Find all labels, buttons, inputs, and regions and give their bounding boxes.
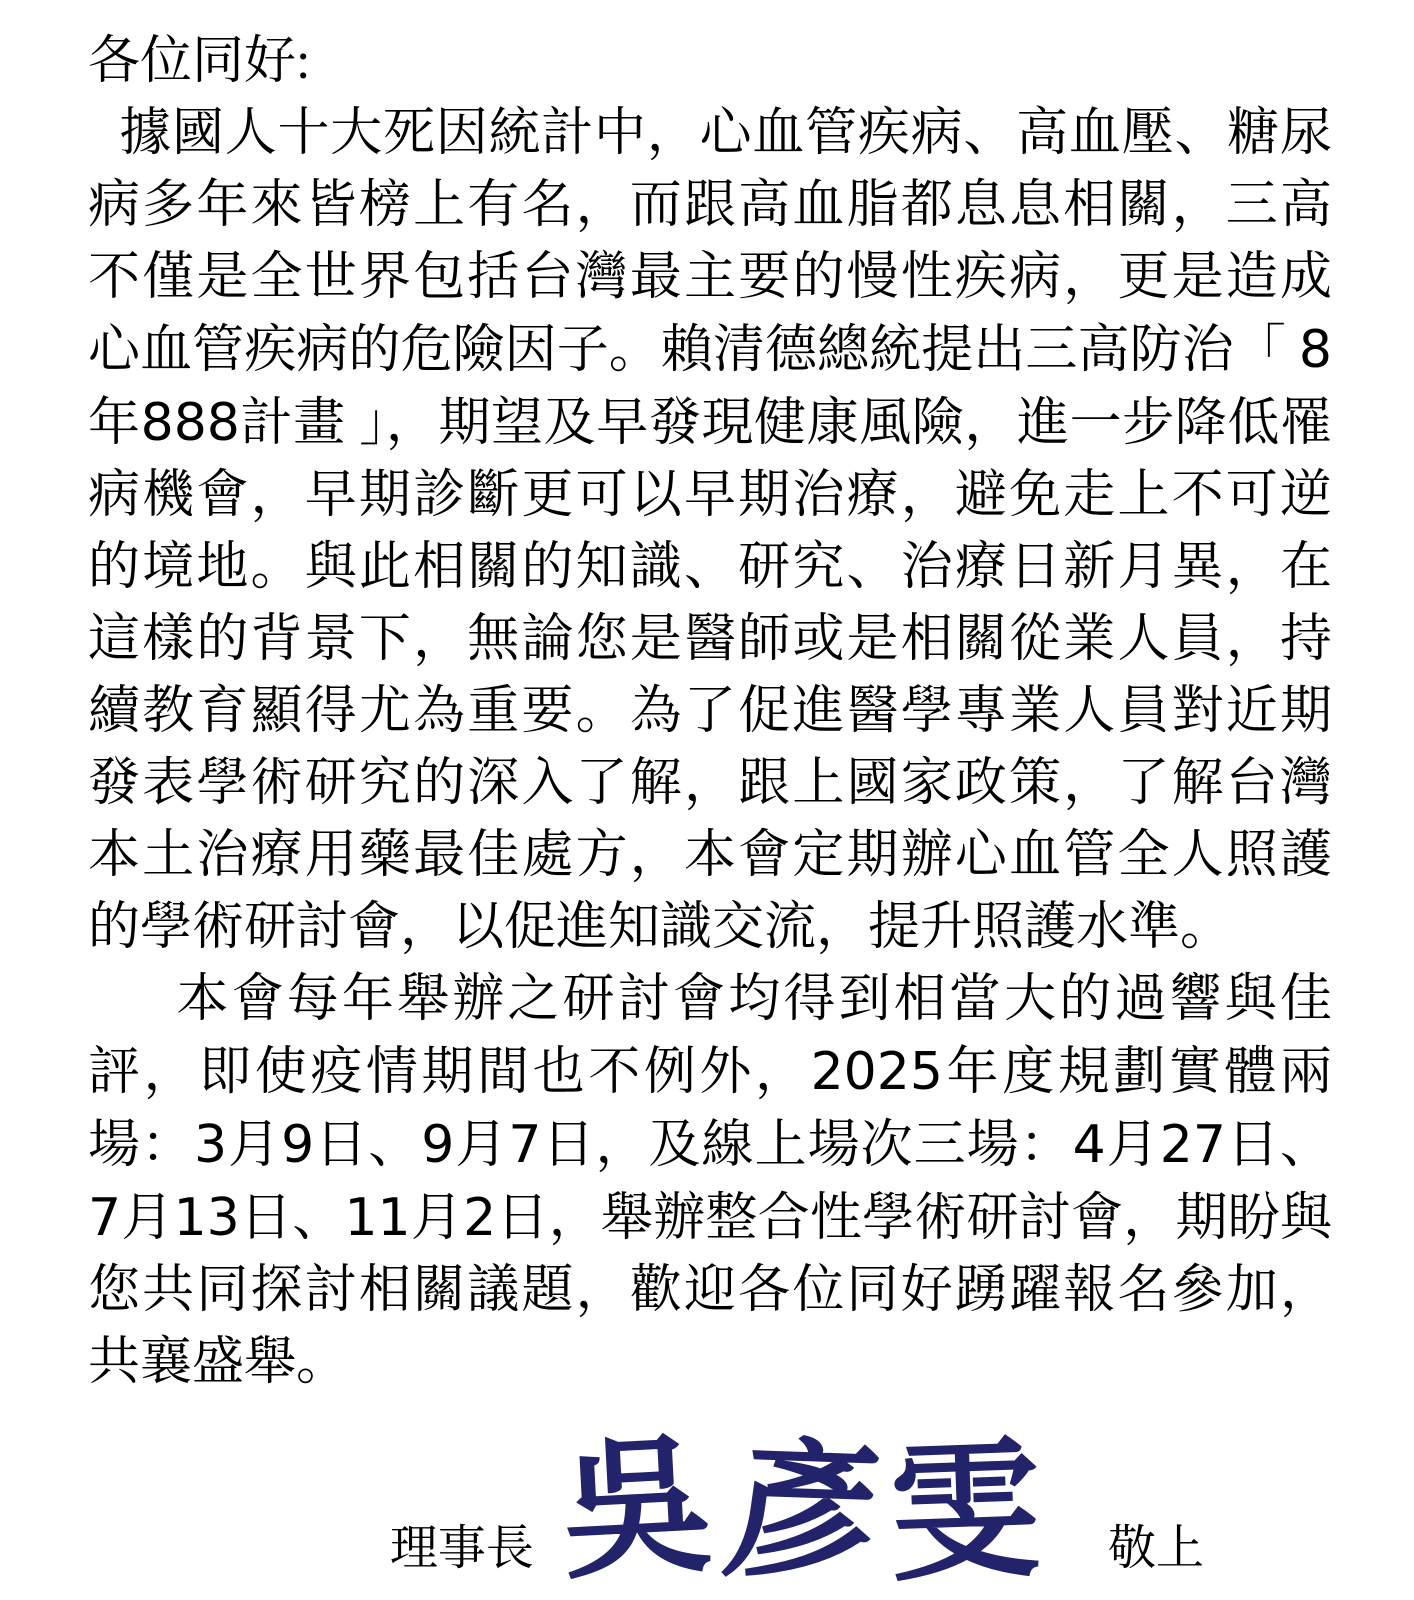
signature-name [557, 1422, 1057, 1600]
text-segment: 月 [121, 1190, 174, 1247]
text-segment: 月 [454, 1117, 509, 1174]
text-segment: 年度規劃實體兩場： [88, 1044, 1332, 1174]
paragraph-1 [88, 98, 1332, 964]
text-segment: 月 [410, 1190, 464, 1247]
closing-title: 理事長 [389, 1522, 534, 1575]
text-segment: 3 [194, 1115, 228, 1175]
text-segment: 月 [1105, 1117, 1160, 1174]
closing-suffix: 敬上 [1107, 1522, 1204, 1575]
text-segment: 日，及線上場次三場： [541, 1117, 1073, 1174]
signature-character: 吳 [557, 1422, 730, 1598]
text-segment: 4 [1072, 1115, 1106, 1175]
text-segment: 888 [140, 393, 240, 453]
text-segment: 7 [508, 1115, 542, 1175]
text-segment: 27 [1159, 1115, 1226, 1175]
text-segment: 2025 [810, 1042, 943, 1102]
salutation: 各位同好: [88, 33, 311, 90]
text-segment: 月 [227, 1117, 282, 1174]
letter-body [88, 98, 1332, 1399]
text-segment: 本會每年舉辦之研討會均得到相當大的過響與佳評，即使疫情期間也不例外， [88, 971, 1332, 1101]
text-segment: 7 [88, 1188, 122, 1248]
text-segment: 2 [463, 1188, 497, 1248]
text-segment: 日，舉辦整合性學術研討會，期盼與您共同探討相關議題，歡迎各位同好踴躍報名參加，共襄盛舉。 [88, 1190, 1332, 1391]
text-segment: 年 [88, 395, 141, 452]
text-segment: 9 [281, 1115, 315, 1175]
text-segment: 日、 [1225, 1117, 1332, 1174]
text-segment: 13 [173, 1188, 240, 1248]
text-segment: 計畫 」，期望及早發現健康風險，進一步降低罹病機會，早期診斷更可以早期治療，避免走上不可逆的境地。與此相關的知識、研究、治療日新月異，在這樣的背景下，無論您是醫師或是相關從業人員，持續教育顯得尤為重要。為了促進醫學專業人員對近期發表學術研究的深入了解，跟上國家政策，了解台灣本土治療用藥最佳處方，本會定期辦心血管全人照護的學術研討會，以促進知識交流，提升照護水準。 [88, 395, 1332, 956]
text-segment: 日、 [314, 1117, 422, 1174]
signature-character: 雯 [887, 1428, 1057, 1600]
text-segment: 日、 [239, 1190, 345, 1247]
signature-character: 彥 [714, 1428, 902, 1600]
text-segment: 9 [421, 1115, 455, 1175]
paragraph-2 [88, 964, 1332, 1399]
text-segment: 據國人十大死因統計中，心血管疾病、高血壓、糖尿病多年來皆榜上有名，而跟高血脂都息息相關，三高不僅是全世界包括台灣最主要的慢性疾病，更是造成心血管疾病的危險因子。賴清德總統提出三高防治「 [88, 105, 1332, 379]
closing-row [88, 1422, 1332, 1600]
text-segment: 11 [344, 1188, 411, 1248]
text-segment: 8 [1298, 320, 1332, 380]
